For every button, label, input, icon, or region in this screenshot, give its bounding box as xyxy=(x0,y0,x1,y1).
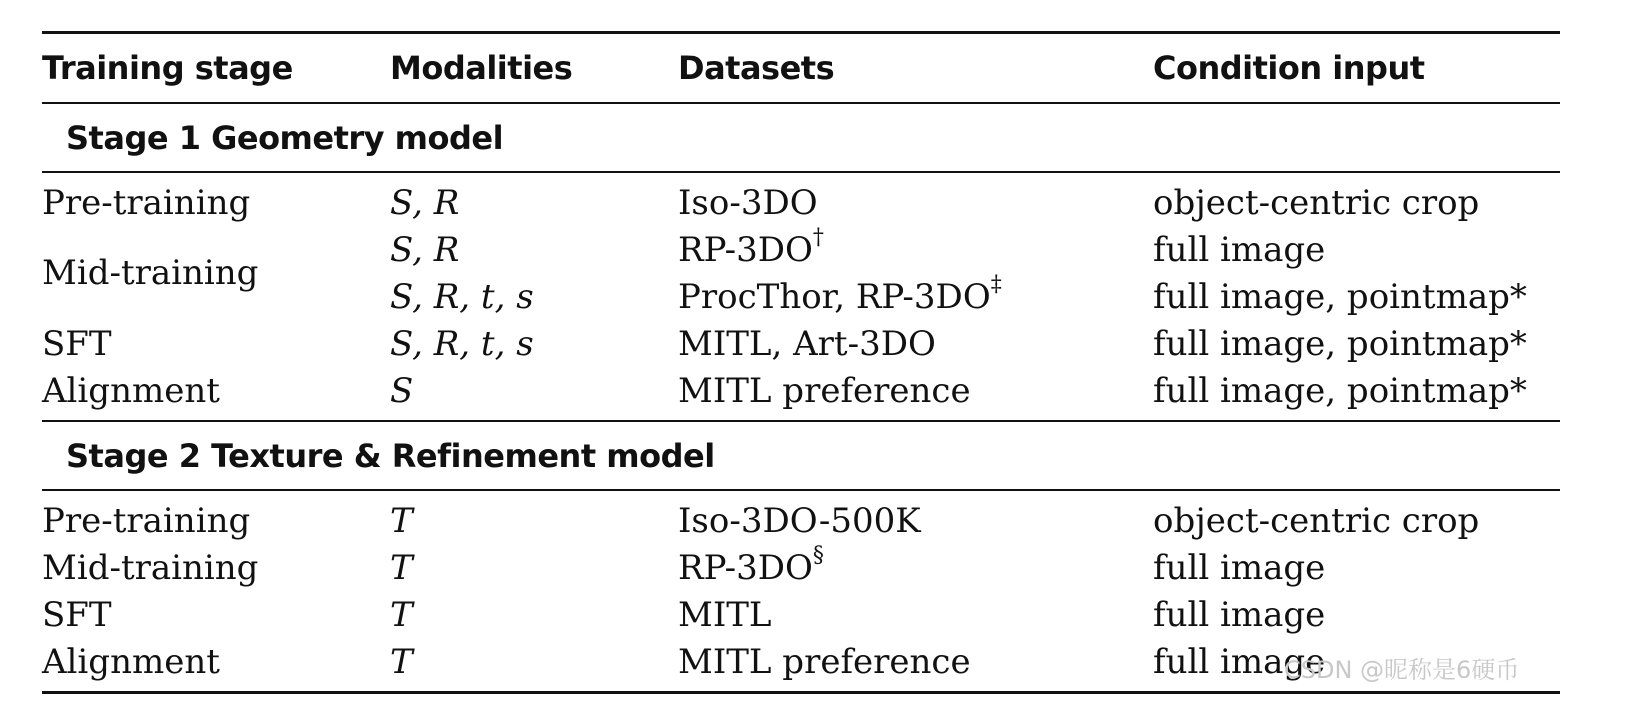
table-row xyxy=(42,320,1560,367)
modalities-cell: T xyxy=(390,641,413,682)
stage-cell: Pre-training xyxy=(42,500,251,541)
dataset-cell xyxy=(678,273,1153,320)
dataset-name: RP-3DO xyxy=(678,547,813,588)
dataset-name: Iso-3DO xyxy=(678,182,818,223)
header-modalities: Modalities xyxy=(390,49,573,87)
table-row xyxy=(42,172,1560,226)
dataset-cell xyxy=(678,544,1153,591)
dataset-name: Iso-3DO-500K xyxy=(678,500,921,541)
condition-cell: object-centric crop xyxy=(1153,500,1480,541)
modalities-cell: S, R, t, s xyxy=(390,323,534,364)
modalities-cell: T xyxy=(390,547,413,588)
dataset-name: MITL xyxy=(678,594,772,635)
table-row xyxy=(42,367,1560,421)
condition-cell: full image xyxy=(1153,547,1326,588)
stage-cell: SFT xyxy=(42,323,112,364)
stage-cell: SFT xyxy=(42,594,112,635)
watermark-text: CSDN @昵称是6硬币 xyxy=(1284,656,1520,684)
header-condition-input: Condition input xyxy=(1153,49,1425,87)
section-header-row xyxy=(42,421,1560,490)
stage-cell: Alignment xyxy=(42,370,220,411)
stage-cell: Pre-training xyxy=(42,182,251,223)
training-stages-table xyxy=(42,31,1560,694)
header-training-stage: Training stage xyxy=(42,49,293,87)
dataset-footnote-mark: ‡ xyxy=(990,272,1002,298)
training-stages-table-wrapper xyxy=(42,31,1560,694)
modalities-cell: T xyxy=(390,594,413,635)
table-row xyxy=(42,490,1560,544)
dataset-cell xyxy=(678,226,1153,273)
condition-cell: object-centric crop xyxy=(1153,182,1480,223)
stage-cell: Mid-training xyxy=(42,253,259,293)
stage-cell: Alignment xyxy=(42,641,220,682)
dataset-name: ProcThor, RP-3DO xyxy=(678,276,991,317)
condition-cell: full image xyxy=(1153,594,1326,635)
table-row xyxy=(42,226,1560,273)
modalities-cell: S xyxy=(390,370,414,411)
dataset-cell xyxy=(678,638,1153,693)
condition-cell: full image xyxy=(1153,641,1326,682)
modalities-cell: S, R, t, s xyxy=(390,276,534,317)
condition-cell: full image xyxy=(1153,229,1326,270)
modalities-cell: S, R xyxy=(390,182,460,223)
header-datasets: Datasets xyxy=(678,49,835,87)
modalities-cell: T xyxy=(390,500,413,541)
stage-cell: Mid-training xyxy=(42,547,259,588)
dataset-cell xyxy=(678,320,1153,367)
section-header-row xyxy=(42,103,1560,172)
condition-cell: full image, pointmap* xyxy=(1153,323,1527,364)
section-title-stage-1: Stage 1 Geometry model xyxy=(66,118,504,157)
table-row xyxy=(42,544,1560,591)
condition-cell: full image, pointmap* xyxy=(1153,276,1527,317)
table-row xyxy=(42,591,1560,638)
dataset-name: MITL, Art-3DO xyxy=(678,323,936,364)
header-row xyxy=(42,33,1560,104)
dataset-cell xyxy=(678,490,1153,544)
dataset-name: MITL preference xyxy=(678,370,971,411)
dataset-cell xyxy=(678,172,1153,226)
modalities-cell: S, R xyxy=(390,229,460,270)
dataset-cell xyxy=(678,367,1153,421)
condition-cell: full image, pointmap* xyxy=(1153,370,1527,411)
dataset-cell xyxy=(678,591,1153,638)
dataset-footnote-mark: † xyxy=(812,225,824,251)
dataset-footnote-mark: § xyxy=(812,543,824,569)
dataset-name: RP-3DO xyxy=(678,229,813,270)
section-title-stage-2: Stage 2 Texture & Refinement model xyxy=(66,436,715,475)
dataset-name: MITL preference xyxy=(678,641,971,682)
